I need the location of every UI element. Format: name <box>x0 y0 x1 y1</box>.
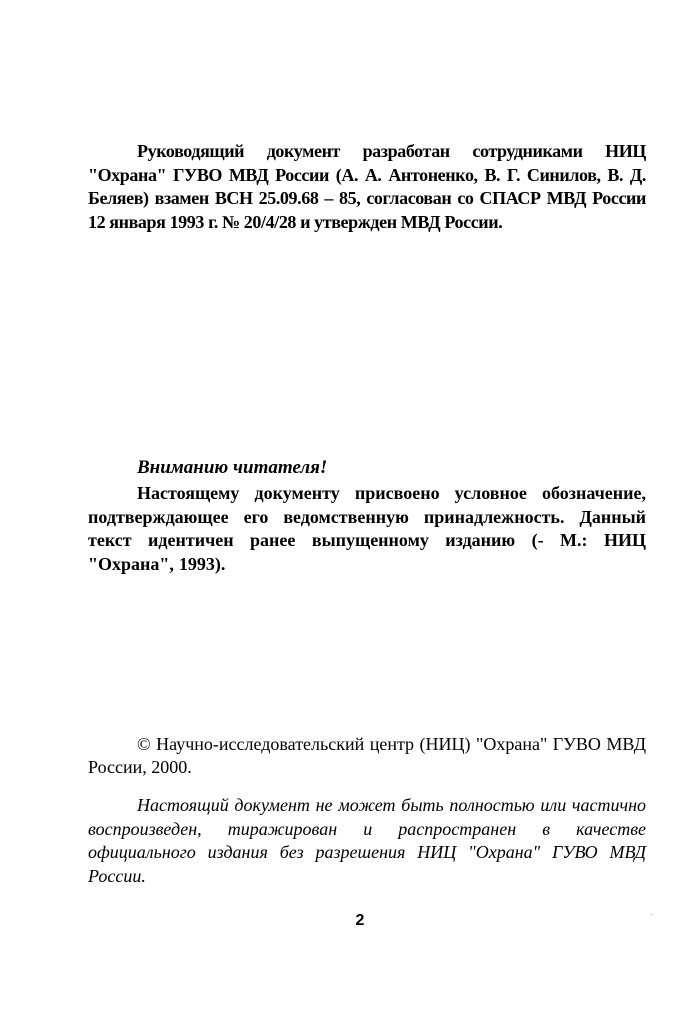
restriction-notice: Настоящий документ не может быть полностью или частично воспроизведен, тиражирован и распространен в качестве официального издания без разрешения НИЦ "Охрана" ГУВО МВД России. <box>88 795 646 886</box>
page-number: 2 <box>355 912 365 929</box>
authors-paragraph: Руководящий документ разработан сотрудниками НИЦ "Охрана" ГУВО МВД России (А. А. Антоненко, В. Г. Синилов, В. Д. Беляев) взамен ВСН 25.09.68 – 85, согласован со СПАСР МВД России 12 января 1993 г. № 20/4/28 и утвержден МВД России. <box>88 141 646 232</box>
copyright-notice: © Научно-исследовательский центр (НИЦ) "Охрана" ГУВО МВД России, 2000. <box>88 734 646 777</box>
authors-paragraph-block <box>88 140 646 234</box>
reader-notice <box>88 456 646 576</box>
scan-speck <box>651 914 652 915</box>
reader-notice-text: Настоящему документу присвоено условное обозначение, подтверждающее его ведомственную принадлежность. Данный текст идентичен ранее выпущенному изданию (- М.: НИЦ "Охрана", 1993). <box>88 483 646 574</box>
reader-notice-heading: Вниманию читателя! <box>137 457 328 478</box>
copyright-block <box>88 733 646 779</box>
restriction-block <box>88 794 646 888</box>
